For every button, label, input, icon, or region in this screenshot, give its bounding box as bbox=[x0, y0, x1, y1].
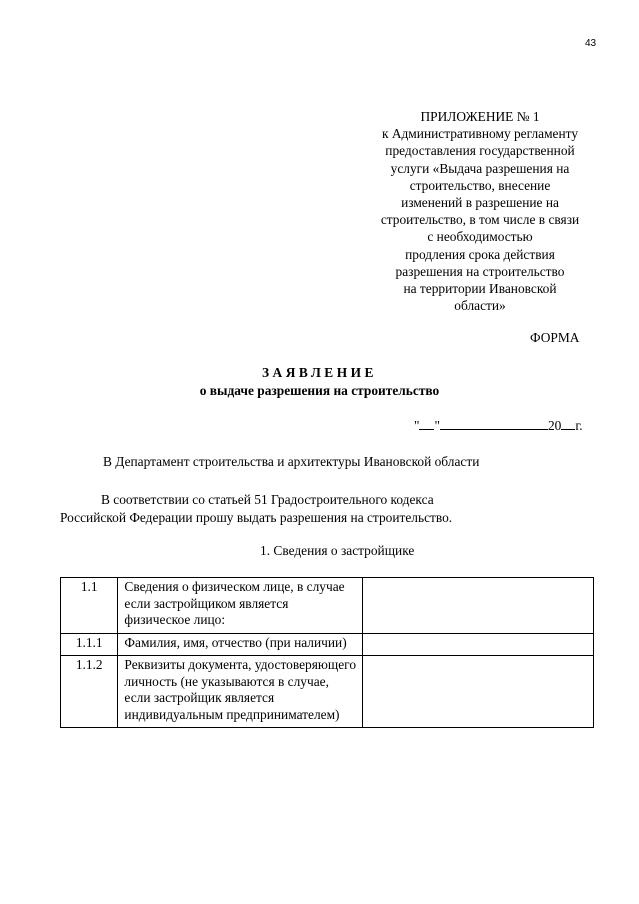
page-number: 43 bbox=[585, 38, 597, 49]
table-row bbox=[61, 656, 594, 728]
intro-line: Российской Федерации прошу выдать разрешения на строительство. bbox=[60, 509, 453, 525]
appendix-line: предоставления государственной bbox=[385, 143, 575, 159]
appendix-line: на территории Ивановской bbox=[403, 281, 557, 297]
document-subtitle: о выдаче разрешения на строительство bbox=[199, 383, 440, 398]
appendix-line: изменений в разрешение на bbox=[401, 195, 559, 211]
table-row bbox=[61, 578, 594, 634]
year-suffix: г. bbox=[575, 418, 583, 433]
year-blank[interactable] bbox=[561, 419, 575, 430]
appendix-line: области» bbox=[454, 298, 506, 314]
appendix-line: к Административному регламенту bbox=[381, 126, 579, 142]
appendix-line: разрешения на строительство bbox=[395, 263, 565, 279]
intro-paragraph bbox=[60, 491, 540, 526]
month-blank[interactable] bbox=[440, 419, 548, 430]
appendix-line: продления срока действия bbox=[405, 246, 555, 262]
intro-line: В соответствии со статьей 51 Градостроительного кодекса bbox=[101, 492, 434, 507]
row-number: 1.1 bbox=[61, 578, 118, 634]
appendix-line: с необходимостью bbox=[427, 229, 533, 245]
date-line bbox=[414, 418, 583, 434]
date-open-quote: " bbox=[414, 418, 420, 433]
row-value-field[interactable] bbox=[363, 578, 594, 634]
day-blank[interactable] bbox=[419, 419, 434, 430]
row-label: Фамилия, имя, отчество (при наличии) bbox=[118, 633, 363, 656]
appendix-line: услуги «Выдача разрешения на bbox=[390, 160, 570, 176]
row-number: 1.1.1 bbox=[61, 633, 118, 656]
table-row bbox=[61, 633, 594, 656]
appendix-line: ПРИЛОЖЕНИЕ № 1 bbox=[420, 109, 540, 124]
row-value-field[interactable] bbox=[363, 656, 594, 728]
date-close-quote: " bbox=[434, 418, 440, 433]
form-label: ФОРМА bbox=[530, 330, 580, 345]
developer-info-table bbox=[60, 577, 594, 728]
appendix-line: строительство, внесение bbox=[409, 177, 551, 193]
row-number: 1.1.2 bbox=[61, 656, 118, 728]
addressee: В Департамент строительства и архитектуры Ивановской области bbox=[103, 454, 480, 469]
row-label: Реквизиты документа, удостоверяющего личность (не указываются в случае, если застройщик является индивидуальным предпринимателем) bbox=[118, 656, 363, 728]
row-label: Сведения о физическом лице, в случае если застройщиком является физическое лицо: bbox=[118, 578, 363, 634]
appendix-block bbox=[355, 108, 605, 314]
row-value-field[interactable] bbox=[363, 633, 594, 656]
year-prefix: 20 bbox=[547, 418, 562, 433]
section-heading: 1. Сведения о застройщике bbox=[260, 543, 415, 558]
document-title: ЗАЯВЛЕНИЕ bbox=[261, 365, 377, 380]
appendix-line: строительство, в том числе в связи bbox=[380, 212, 580, 228]
